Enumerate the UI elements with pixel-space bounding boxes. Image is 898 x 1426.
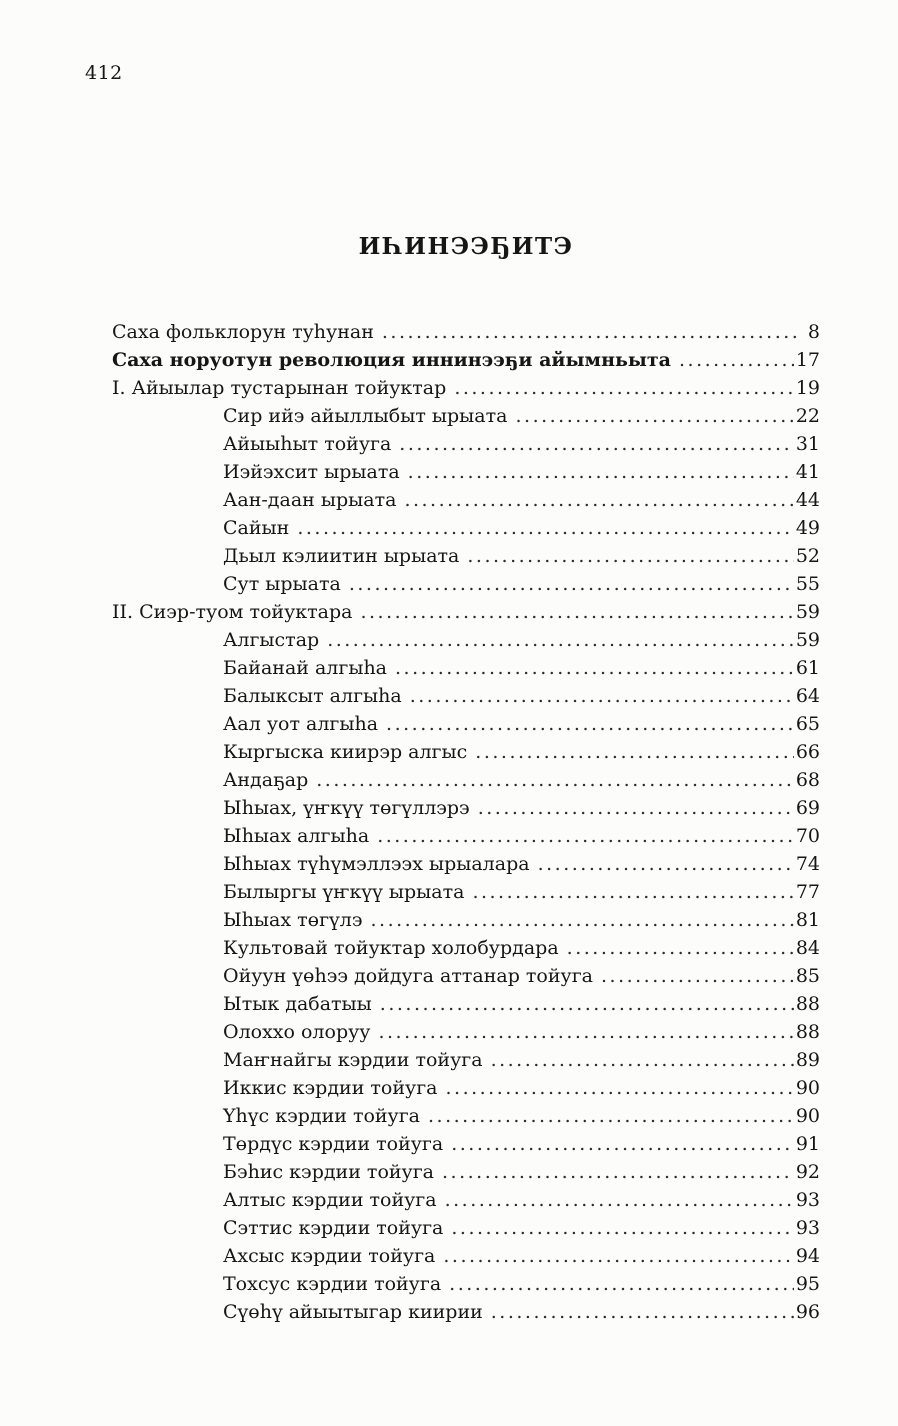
- toc-entry-page: 61: [795, 657, 820, 679]
- toc-entry-page: 85: [795, 965, 820, 987]
- toc-entry: [112, 1242, 820, 1270]
- toc-entry-page: 88: [795, 993, 820, 1015]
- toc-entry-label: Иккис кэрдии тойуга: [223, 1077, 438, 1099]
- toc-entry-label: Тохсус кэрдии тойуга: [223, 1273, 442, 1295]
- toc-entry-label: Былыргы үҥкүү ырыата: [223, 881, 465, 903]
- toc-entry-page: 69: [795, 797, 820, 819]
- toc-entry: [112, 318, 820, 346]
- dot-leader: [404, 486, 793, 514]
- toc-entry: [112, 990, 820, 1018]
- toc-entry-page: 93: [795, 1217, 820, 1239]
- dot-leader: [679, 346, 794, 374]
- dot-leader: [443, 1242, 793, 1270]
- toc-entry-page: 19: [795, 377, 820, 399]
- toc-entry-label: II. Сиэр-туом тойуктара: [112, 601, 353, 623]
- toc-entry-page: 17: [795, 349, 820, 371]
- toc-entry: [112, 1298, 820, 1326]
- toc-entry-page: 41: [795, 461, 820, 483]
- toc-entry-page: 90: [795, 1105, 820, 1127]
- toc-entry: [112, 1102, 820, 1130]
- toc-entry-page: 22: [795, 405, 820, 427]
- toc-entry-label: Ыһыах түһүмэллээх ырыалара: [223, 853, 530, 875]
- toc-entry-label: Ойуун үөһээ дойдуга аттанар тойуга: [223, 965, 593, 987]
- dot-leader: [378, 1018, 793, 1046]
- dot-leader: [327, 626, 794, 654]
- toc-entry: [112, 374, 820, 402]
- dot-leader: [451, 1214, 793, 1242]
- dot-leader: [478, 794, 794, 822]
- toc-entry-label: Ыһыах, үҥкүү төгүллэрэ: [223, 797, 470, 819]
- toc-entry: [112, 626, 820, 654]
- toc-entry: [112, 1214, 820, 1242]
- dot-leader: [410, 682, 794, 710]
- toc-entry: [112, 1270, 820, 1298]
- toc-entry-label: Ыһыах алгыһа: [223, 825, 370, 847]
- toc-entry-label: Сир ийэ айыллыбыт ырыата: [223, 405, 508, 427]
- dot-leader: [449, 1270, 794, 1298]
- toc-entry: [112, 878, 820, 906]
- dot-leader: [475, 738, 794, 766]
- toc-entry-page: 95: [795, 1273, 820, 1295]
- toc-entry-label: Маҥнайгы кэрдии тойуга: [223, 1049, 483, 1071]
- toc-entry-label: Саха фольклорун туһунан: [112, 321, 374, 343]
- dot-leader: [451, 1130, 794, 1158]
- toc-entry-label: Сайын: [223, 517, 290, 539]
- toc-entry: [112, 654, 820, 682]
- toc-entry-page: 68: [795, 769, 820, 791]
- toc-entry: [112, 962, 820, 990]
- toc-entry-page: 31: [795, 433, 820, 455]
- toc-entry: [112, 1158, 820, 1186]
- toc-entry-label: Аал уот алгыһа: [223, 713, 379, 735]
- toc-entry-label: Дьыл кэлиитин ырыата: [223, 545, 460, 567]
- toc-entry-page: 91: [795, 1133, 820, 1155]
- toc-entry: [112, 486, 820, 514]
- page-title: ИҺИНЭЭҔИТЭ: [358, 233, 574, 260]
- dot-leader: [382, 318, 796, 346]
- toc-entry-label: Сэттис кэрдии тойуга: [223, 1217, 444, 1239]
- dot-leader: [349, 570, 794, 598]
- toc-entry: [112, 542, 820, 570]
- toc-entry: [112, 430, 820, 458]
- toc-entry-label: Сүөһү айыытыгар киирии: [223, 1301, 483, 1323]
- dot-leader: [428, 1102, 794, 1130]
- toc-entry-label: Андаҕар: [223, 769, 309, 791]
- toc-entry: [112, 682, 820, 710]
- toc-entry-label: Иэйэхсит ырыата: [223, 461, 400, 483]
- dot-leader: [399, 430, 794, 458]
- toc-entry: [112, 1130, 820, 1158]
- toc-entry-page: 84: [795, 937, 820, 959]
- toc-entry-page: 96: [795, 1301, 820, 1323]
- toc-entry-label: Бэһис кэрдии тойуга: [223, 1161, 435, 1183]
- toc-entry-page: 55: [795, 573, 820, 595]
- dot-leader: [601, 962, 794, 990]
- dot-leader: [515, 402, 793, 430]
- toc-entry-label: Балыксыт алгыһа: [223, 685, 402, 707]
- toc-entry-page: 89: [795, 1049, 820, 1071]
- toc-entry-page: 52: [795, 545, 820, 567]
- toc-entry-label: Төрдүс кэрдии тойуга: [223, 1133, 444, 1155]
- toc-entry-label: Үһүс кэрдии тойуга: [223, 1105, 421, 1127]
- toc-entry-page: 59: [795, 629, 820, 651]
- toc-entry-label: I. Айыылар тустарынан тойуктар: [112, 377, 447, 399]
- toc-entry: [112, 1186, 820, 1214]
- toc-entry: [112, 1074, 820, 1102]
- toc-entry-page: 81: [795, 909, 820, 931]
- toc-entry: [112, 1018, 820, 1046]
- toc-entry-page: 94: [795, 1245, 820, 1267]
- toc-entry-page: 49: [795, 517, 820, 539]
- toc-entry: [112, 402, 820, 430]
- toc-entry-label: Ытык дабатыы: [223, 993, 372, 1015]
- toc-entry: [112, 934, 820, 962]
- toc-entry-page: 93: [795, 1189, 820, 1211]
- toc-entry-label: Кыргыска киирэр алгыс: [223, 741, 468, 763]
- toc-entry-page: 74: [795, 853, 820, 875]
- toc-entry: [112, 850, 820, 878]
- toc-entry-label: Саха норуотун революция иннинээҕи айымньыта: [112, 349, 671, 371]
- toc-entry: [112, 822, 820, 850]
- toc-entry-label: Алтыс кэрдии тойуга: [223, 1189, 437, 1211]
- dot-leader: [377, 822, 794, 850]
- dot-leader: [445, 1074, 793, 1102]
- toc-entry: [112, 710, 820, 738]
- toc-entry-label: Культовай тойуктар холобурдара: [223, 937, 559, 959]
- toc-entry-page: 44: [795, 489, 820, 511]
- toc-entry-page: 65: [795, 713, 820, 735]
- toc-entry-label: Байанай алгыһа: [223, 657, 388, 679]
- toc-entry-label: Ахсыс кэрдии тойуга: [223, 1245, 436, 1267]
- dot-leader: [316, 766, 794, 794]
- toc-entry-page: 66: [795, 741, 820, 763]
- dot-leader: [491, 1046, 794, 1074]
- toc-entry: [112, 906, 820, 934]
- toc-entry: [112, 570, 820, 598]
- toc-entry-page: 77: [795, 881, 820, 903]
- toc-entry-label: Сут ырыата: [223, 573, 341, 595]
- toc-entry: [112, 738, 820, 766]
- toc-entry-label: Аан-даан ырыата: [223, 489, 397, 511]
- table-of-contents: [112, 318, 820, 1326]
- toc-entry: [112, 598, 820, 626]
- dot-leader: [472, 878, 793, 906]
- toc-entry-page: 59: [795, 601, 820, 623]
- toc-entry: [112, 346, 820, 374]
- toc-entry-label: Ыһыах төгүлэ: [223, 909, 363, 931]
- toc-entry: [112, 458, 820, 486]
- dot-leader: [386, 710, 794, 738]
- dot-leader: [454, 374, 794, 402]
- toc-entry-page: 88: [795, 1021, 820, 1043]
- toc-entry-label: Алгыстар: [223, 629, 320, 651]
- toc-entry: [112, 514, 820, 542]
- dot-leader: [395, 654, 794, 682]
- toc-entry-page: 70: [795, 825, 820, 847]
- toc-entry-page: 64: [795, 685, 820, 707]
- toc-entry-page: 90: [795, 1077, 820, 1099]
- dot-leader: [538, 850, 794, 878]
- toc-entry-label: Айыыһыт тойуга: [223, 433, 392, 455]
- dot-leader: [360, 598, 793, 626]
- toc-entry: [112, 1046, 820, 1074]
- dot-leader: [567, 934, 794, 962]
- dot-leader: [408, 458, 794, 486]
- toc-entry-label: Олоххо олоруу: [223, 1021, 371, 1043]
- dot-leader: [445, 1186, 794, 1214]
- toc-entry: [112, 794, 820, 822]
- dot-leader: [442, 1158, 794, 1186]
- page-number: 412: [85, 62, 123, 84]
- toc-entry-page: 92: [795, 1161, 820, 1183]
- toc-entry-page: 8: [807, 321, 820, 343]
- dot-leader: [380, 990, 794, 1018]
- toc-entry: [112, 766, 820, 794]
- dot-leader: [491, 1298, 794, 1326]
- dot-leader: [467, 542, 793, 570]
- dot-leader: [371, 906, 794, 934]
- dot-leader: [297, 514, 793, 542]
